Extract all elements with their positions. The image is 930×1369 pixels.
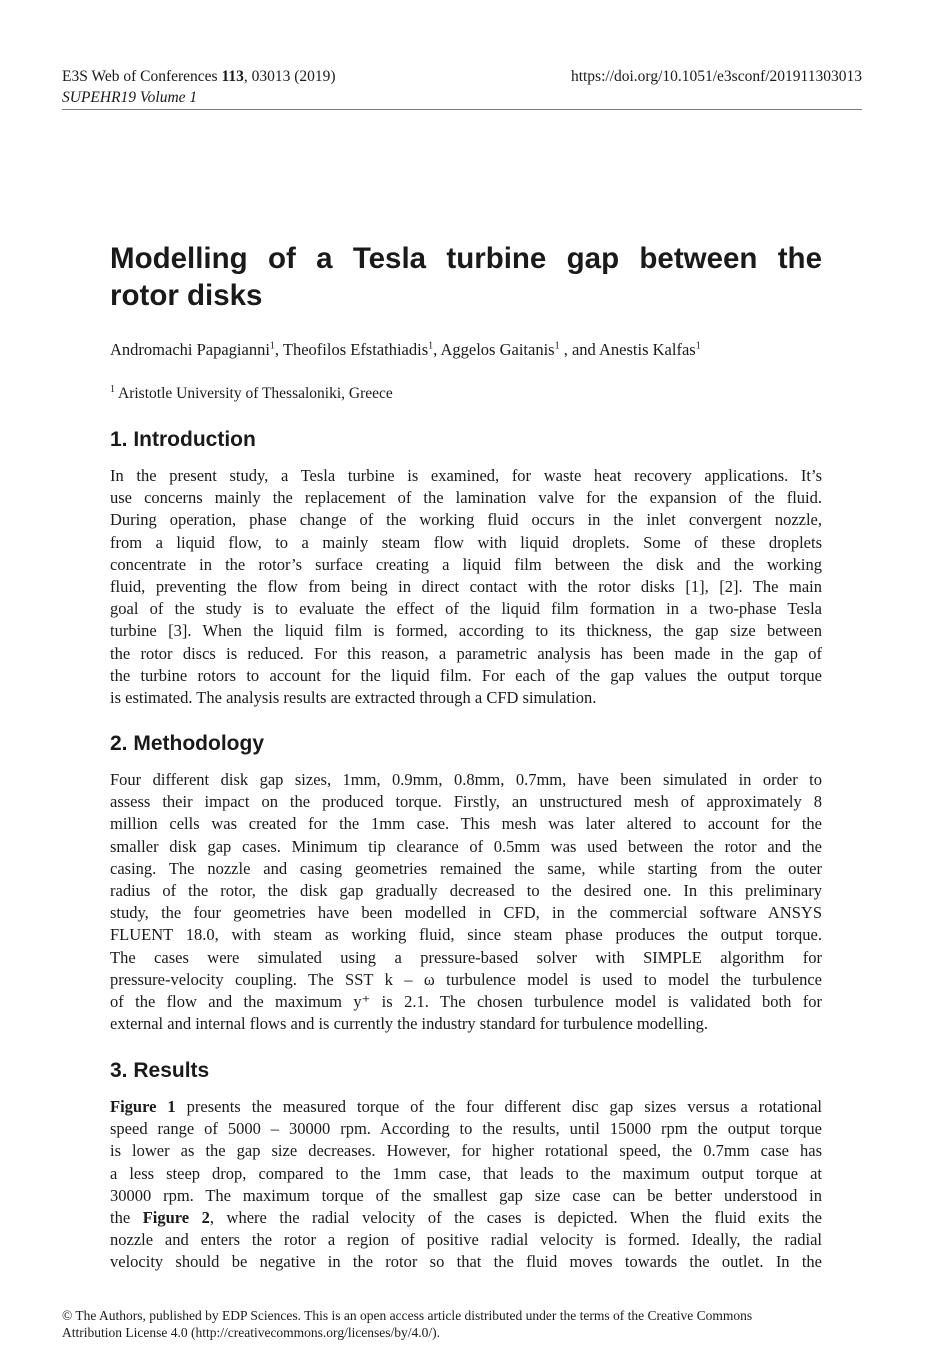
text-line: of the flow and the maximum y⁺ is 2.1. The chosen turbulence model is validated both for: [110, 992, 822, 1012]
affiliation-marker: 1: [554, 340, 560, 352]
affiliation: [110, 384, 393, 404]
text-line: million cells was created for the 1mm case. This mesh was later altered to account for the: [110, 814, 822, 834]
volume-number: 113: [221, 68, 244, 85]
figure-reference[interactable]: Figure 1: [110, 1097, 176, 1116]
text-line: casing. The nozzle and casing geometries remained the same, while starting from the outer: [110, 858, 822, 878]
running-head: [62, 66, 862, 108]
title-line: Modelling of a Tesla turbine gap between the: [110, 242, 822, 275]
text-line: Four different disk gap sizes, 1mm, 0.9mm, 0.8mm, 0.7mm, have been simulated in order to: [110, 770, 822, 789]
text-line: from a liquid flow, to a mainly steam flow with liquid droplets. Some of these droplets: [110, 532, 822, 552]
title-line: rotor disks: [110, 279, 263, 312]
author-name: Aggelos Gaitanis: [440, 340, 555, 359]
text-line: The cases were simulated using a pressure-based solver with SIMPLE algorithm for: [110, 947, 822, 967]
affiliation-text: Aristotle University of Thessaloniki, Greece: [115, 385, 393, 402]
doi-link[interactable]: https://doi.org/10.1051/e3sconf/201911303013: [570, 68, 862, 85]
introduction-paragraph: [110, 465, 822, 709]
results-paragraph: [110, 1096, 822, 1274]
text-line: 30000 rpm. The maximum torque of the smallest gap size case can be better understood in: [110, 1185, 822, 1205]
section-heading-introduction: 1. Introduction: [110, 428, 256, 451]
affiliation-marker: 1: [110, 383, 115, 395]
figure-reference[interactable]: Figure 2: [142, 1208, 210, 1228]
text-line: During operation, phase change of the working fluid occurs in the inlet convergent nozzle,: [110, 510, 822, 530]
text-line: nozzle and enters the rotor a region of positive radial velocity is formed. Ideally, the radial: [110, 1230, 822, 1250]
text-line: pressure-velocity coupling. The SST k – ω turbulence model is used to model the turbulence: [110, 969, 822, 989]
text-line: turbine [3]. When the liquid film is formed, according to its thickness, the gap size between: [110, 621, 822, 641]
text-line: a less steep drop, compared to the 1mm case, that leads to the maximum output torque at: [110, 1163, 822, 1183]
text-line: study, the four geometries have been modelled in CFD, in the commercial software ANSYS: [110, 903, 822, 923]
license-line: © The Authors, published by EDP Sciences. This is an open access article distributed under the terms of the Creative Commons: [62, 1308, 753, 1323]
author-name: Andromachi Papagianni: [110, 340, 270, 359]
volume-label: SUPEHR19 Volume 1: [62, 89, 198, 106]
text-line: smaller disk gap cases. Minimum tip clearance of 0.5mm was used between the rotor and the: [110, 836, 822, 856]
text-line: FLUENT 18.0, with steam as working fluid, since steam phase produces the output torque.: [110, 925, 822, 945]
text-line: velocity should be negative in the rotor so that the fluid moves towards the outlet. In the: [110, 1252, 822, 1272]
text-line: concentrate in the rotor’s surface creating a liquid film between the disk and the working: [110, 554, 822, 574]
text-line: the Figure 2, where the radial velocity of the cases is depicted. When the fluid exits the: [110, 1208, 822, 1228]
text-line: assess their impact on the produced torque. Firstly, an unstructured mesh of approximately 8: [110, 792, 822, 812]
text-line: is lower as the gap size decreases. However, for higher rotational speed, the 0.7mm case has: [110, 1141, 822, 1161]
header-divider: [62, 109, 862, 110]
text-line: use concerns mainly the replacement of the lamination valve for the expansion of the fluid.: [110, 488, 822, 508]
paper-title: [110, 240, 822, 314]
affiliation-marker: 1: [428, 340, 434, 352]
license-footer: [62, 1307, 862, 1341]
author-name: Anestis Kalfas: [599, 340, 696, 359]
text-line: goal of the study is to evaluate the effect of the liquid film formation in a two-phase Tesla: [110, 599, 822, 619]
text-line: In the present study, a Tesla turbine is examined, for waste heat recovery applications. It’s: [110, 466, 822, 485]
text-line: Figure 1 presents the measured torque of the four different disc gap sizes versus a rotational: [110, 1097, 822, 1116]
text-line: the rotor discs is reduced. For this reason, a parametric analysis has been made in the gap of: [110, 643, 822, 663]
text-line: fluid, preventing the flow from being in direct contact with the rotor disks [1], [2]. The main: [110, 577, 822, 597]
affiliation-marker: 1: [695, 340, 701, 352]
text-line: external and internal flows and is currently the industry standard for turbulence modelling.: [110, 1014, 708, 1034]
section-heading-results: 3. Results: [110, 1059, 210, 1082]
affiliation-marker: 1: [269, 340, 275, 352]
methodology-paragraph: [110, 769, 822, 1035]
text-line: the turbine rotors to account for the liquid film. For each of the gap values the output torque: [110, 665, 822, 685]
section-heading-methodology: 2. Methodology: [110, 732, 264, 755]
author-list: Andromachi Papagianni$^1$, Theofilos Efstathiadis$^1$, Aggelos Gaitanis$^1$ , and Anestis Kalfas$^1$: [110, 340, 701, 359]
journal-citation: E3S Web of Conferences 113, 03013 (2019): [62, 68, 336, 85]
text-line: speed range of 5000 – 30000 rpm. According to the results, until 15000 rpm the output torque: [110, 1119, 822, 1139]
license-line: Attribution License 4.0 (http://creativecommons.org/licenses/by/4.0/).: [62, 1325, 441, 1340]
text-line: is estimated. The analysis results are extracted through a CFD simulation.: [110, 688, 597, 708]
author-name: Theofilos Efstathiadis: [282, 340, 429, 359]
text-line: radius of the rotor, the disk gap gradually decreased to the desired one. In this preliminary: [110, 881, 822, 901]
